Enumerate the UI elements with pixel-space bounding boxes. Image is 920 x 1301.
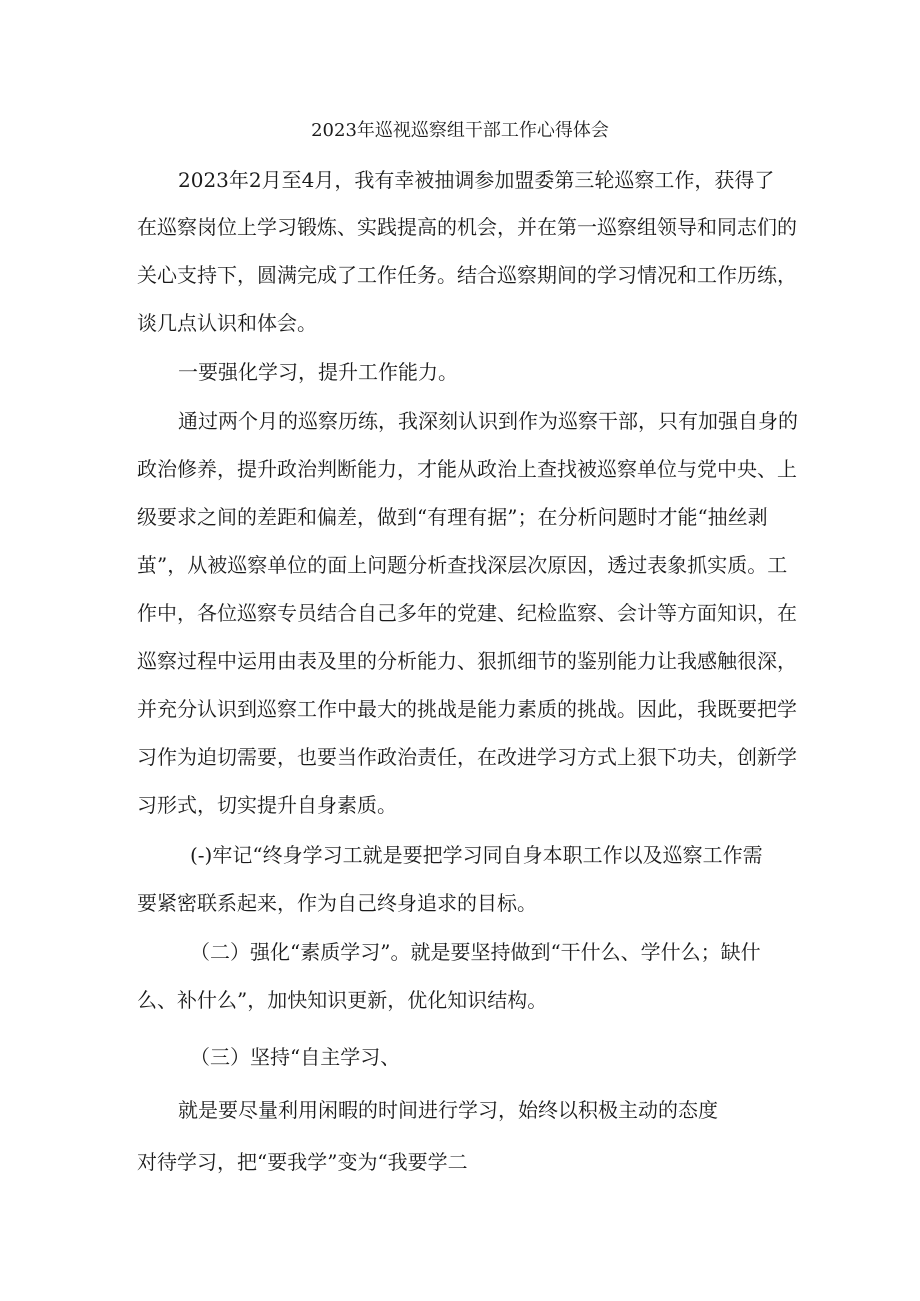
subsection-line: （二）强化“素质学习”。就是要坚持做到“干什么、学什么；缺什 xyxy=(190,940,761,964)
subsection-line: (-)牢记“终身学习工就是要把学习同自身本职工作以及巡察工作需 xyxy=(190,843,763,867)
paragraph-line: 并充分认识到巡察工作中最大的挑战是能力素质的挑战。因此，我既要把学 xyxy=(137,697,797,721)
paragraph-line: 就是要尽量利用闲暇的时间进行学习，始终以积极主动的态度 xyxy=(178,1098,718,1122)
paragraph-line: 2023年2月至4月，我有幸被抽调参加盟委第三轮巡察工作，获得了 xyxy=(178,168,775,192)
paragraph-line: 作中，各位巡察专员结合自己多年的党建、纪检监察、会计等方面知识，在 xyxy=(137,601,797,625)
paragraph-line: 通过两个月的巡察历练，我深刻认识到作为巡察干部，只有加强自身的 xyxy=(178,409,798,433)
section-heading: 一要强化学习，提升工作能力。 xyxy=(178,360,458,384)
paragraph-line: 关心支持下，圆满完成了工作任务。结合巡察期间的学习情况和工作历练， xyxy=(137,263,797,287)
paragraph-line: 巡察过程中运用由表及里的分析能力、狠抓细节的鉴别能力让我感触很深， xyxy=(137,649,797,673)
subsection-line: （三）坚持“自主学习、 xyxy=(190,1045,401,1069)
paragraph-line: 政治修养，提升政治判断能力，才能从政治上查找被巡察单位与党中央、上 xyxy=(137,457,797,481)
paragraph-line: 习作为迫切需要，也要当作政治责任，在改进学习方式上狠下功夫，创新学 xyxy=(137,745,797,769)
paragraph-line: 在巡察岗位上学习锻炼、实践提高的机会，并在第一巡察组领导和同志们的 xyxy=(137,215,797,239)
paragraph-line: 茧”，从被巡察单位的面上问题分析查找深层次原因，透过表象抓实质。工 xyxy=(137,553,788,577)
paragraph-line: 对待学习，把“要我学”变为“我要学二 xyxy=(137,1150,468,1174)
document-title: 2023年巡视巡察组干部工作心得体会 xyxy=(311,120,609,141)
paragraph-line: 级要求之间的差距和偏差，做到“有理有据”；在分析问题时才能“抽丝剥 xyxy=(137,505,768,529)
paragraph-line: 谈几点认识和体会。 xyxy=(137,311,317,335)
paragraph-line: 么、补什么”，加快知识更新，优化知识结构。 xyxy=(137,988,548,1012)
paragraph-line: 要紧密联系起来，作为自己终身追求的目标。 xyxy=(137,891,537,915)
paragraph-line: 习形式，切实提升自身素质。 xyxy=(137,793,397,817)
